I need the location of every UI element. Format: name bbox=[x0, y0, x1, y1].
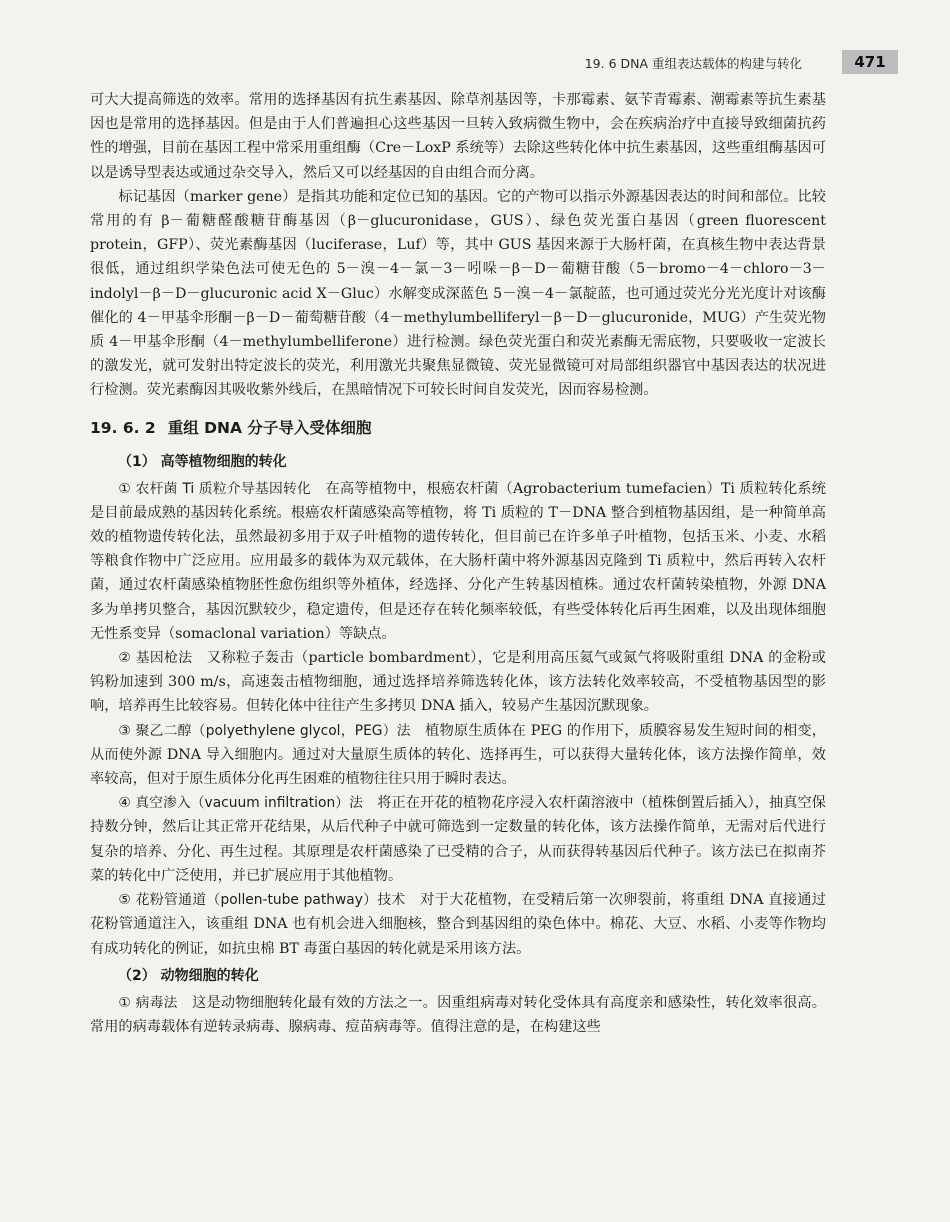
running-head: 19. 6 DNA 重组表达载体的构建与转化 bbox=[584, 56, 802, 71]
paragraph-marker-genes: 标记基因（marker gene）是指其功能和定位已知的基因。它的产物可以指示外源基因表达的时间和部位。比较常用的有 β－葡糖醛酸糖苷酶基因（β－glucuronidase，GUS）、绿色荧光蛋白基因（green fluorescent protein，GFP）、荧光素酶基因（luciferase，Luf）等，其中 GUS 基因来源于大肠杆菌，在真核生物中表达背景很低，通过组织学染色法可使无色的 5－溴－4－氯－3－吲哚－β－D－葡糖苷酸（5－bromo－4－chloro－3－indolyl－β－D－glucuronic acid X－Gluc）水解变成深蓝色 5－溴－4－氯靛蓝，也可通过荧光分光光度计对该酶催化的 4－甲基伞形酮－β－D－葡萄糖苷酸（4－methylumbelliferyl－β－D－glucuronide，MUG）产生荧光物质 4－甲基伞形酮（4－methylumbelliferone）进行检测。绿色荧光蛋白和荧光素酶无需底物，只要吸收一定波长的激发光，就可发射出特定波长的荧光，利用激光共聚焦显微镜、荧光显微镜可对局部组织器官中基因表达的状况进行检测。荧光素酶因其吸收紫外线后，在黑暗情况下可较长时间自发荧光，因而容易检测。 bbox=[90, 188, 826, 399]
subheading-animal-transformation: （2） 动物细胞的转化 bbox=[118, 967, 259, 984]
item-lead: ① 病毒法 bbox=[118, 994, 178, 1011]
item-text: 植物原生质体在 PEG 的作用下，质膜容易发生短时间的相变，从而使外源 DNA 导入细胞内。通过对大量原生质体的转化、选择再生，可以获得大量转化体，该方法操作简单，效率较高，但对于原生质体分化再生困难的植物往往只用于瞬时表达。 bbox=[90, 722, 826, 788]
item-text: 在高等植物中，根癌农杆菌（Agrobacterium tumefacien）Ti 质粒转化系统是目前最成熟的基因转化系统。根癌农杆菌感染高等植物，将 Ti 质粒的 T－DNA 整合到植物基因组，是一种简单高效的植物遗传转化法，虽然最初多用于双子叶植物的遗传转化，但目前已在许多单子叶植物，包括玉米、小麦、水稻等粮食作物中广泛应用。应用最多的载体为双元载体，在大肠杆菌中将外源基因克隆到 Ti 质粒中，然后再转入农杆菌，通过农杆菌感染植物胚性愈伤组织等外植体，经选择、分化产生转基因植株。通过农杆菌转染植物，外源 DNA 多为单拷贝整合，基因沉默较少，稳定遗传，但是还存在转化频率较低，有些受体转化后再生困难，以及出现体细胞无性系变异（somaclonal variation）等缺点。 bbox=[90, 480, 826, 642]
paragraph-vacuum-infiltration bbox=[90, 791, 826, 888]
paragraph-peg bbox=[90, 719, 826, 792]
section-number: 19. 6. 2 bbox=[90, 418, 156, 437]
item-lead: ⑤ 花粉管通道（pollen-tube pathway）技术 bbox=[118, 892, 406, 909]
page-body bbox=[90, 88, 826, 1039]
item-lead: ② 基因枪法 bbox=[118, 650, 193, 667]
item-lead: ③ 聚乙二醇（polyethylene glycol，PEG）法 bbox=[118, 722, 411, 739]
item-text: 对于大花植物，在受精后第一次卵裂前，将重组 DNA 直接通过花粉管通道注入，该重组 DNA 也有机会进入细胞核，整合到基因组的染色体中。棉花、大豆、水稻、小麦等作物均有成功转化的例证，如抗虫棉 BT 毒蛋白基因的转化就是采用该方法。 bbox=[90, 892, 826, 957]
paragraph-agrobacterium bbox=[90, 477, 826, 646]
item-text: 这是动物细胞转化最有效的方法之一。因重组病毒对转化受体具有高度亲和感染性，转化效率很高。常用的病毒载体有逆转录病毒、腺病毒、痘苗病毒等。值得注意的是，在构建这些 bbox=[90, 994, 826, 1035]
page-number: 471 bbox=[842, 50, 898, 74]
item-lead: ④ 真空渗入（vacuum infiltration）法 bbox=[118, 795, 363, 812]
page-header bbox=[0, 50, 950, 78]
paragraph-gene-gun bbox=[90, 646, 826, 719]
item-lead: ① 农杆菌 Ti 质粒介导基因转化 bbox=[118, 480, 312, 497]
paragraph-selection-genes: 可大大提高筛选的效率。常用的选择基因有抗生素基因、除草剂基因等，卡那霉素、氨苄青霉素、潮霉素等抗生素基因也是常用的选择基因。但是由于人们普遍担心这些基因一旦转入致病微生物中，会在疾病治疗中直接导致细菌抗药性的增强，目前在基因工程中常采用重组酶（Cre－LoxP 系统等）去除这些转化体中抗生素基因，这些重组酶基因可以是诱导型表达或通过杂交导入，然后又可以经基因的自由组合而分离。 bbox=[90, 92, 826, 181]
section-heading bbox=[90, 415, 826, 441]
item-text: 将正在开花的植物花序浸入农杆菌溶液中（植株倒置后插入），抽真空保持数分钟，然后让其正常开花结果，从后代种子中就可筛选到一定数量的转化体，该方法操作简单，无需对后代进行复杂的培养、分化、再生过程。其原理是农杆菌感染了已受精的合子，从而获得转基因后代种子。该方法已在拟南芥菜的转化中广泛使用，并已扩展应用于其他植物。 bbox=[90, 795, 826, 884]
item-text: 又称粒子轰击（particle bombardment），它是利用高压氦气或氮气将吸附重组 DNA 的金粉或钨粉加速到 300 m/s，高速轰击植物细胞，通过选择培养筛选转化体，该方法转化效率较高，不受植物基因型的影响，培养再生比较容易。但转化体中往往产生多拷贝 DNA 插入，较易产生基因沉默现象。 bbox=[90, 650, 826, 715]
paragraph-pollen-tube bbox=[90, 888, 826, 961]
paragraph-virus-method bbox=[90, 991, 826, 1039]
section-title: 重组 DNA 分子导入受体细胞 bbox=[167, 418, 372, 437]
subheading-plant-transformation: （1） 高等植物细胞的转化 bbox=[118, 453, 287, 470]
